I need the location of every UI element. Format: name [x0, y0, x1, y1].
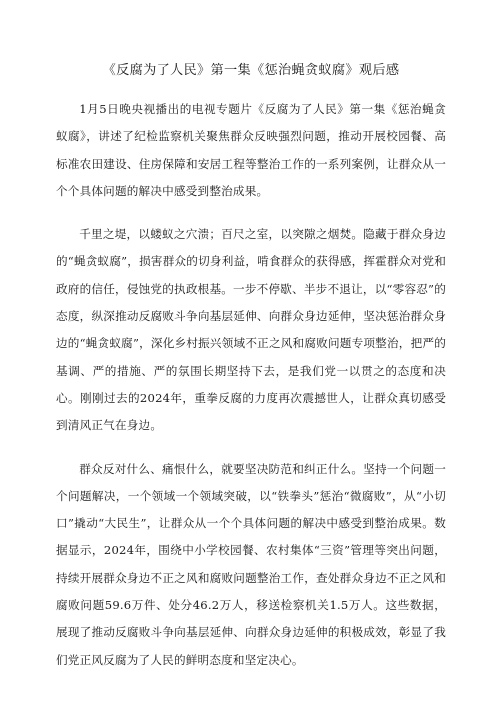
paragraph-2: 千里之堤，以蝼蚁之穴溃；百尺之室，以突隙之烟焚。隐藏于群众身边的“蝇贪蚁腐”，损害群众的切身利益，啃食群众的获得感，挥霍群众对党和政府的信任，侵蚀党的执政根基。一步不停歇、半步不退让，以“零容忍”的态度，纵深推动反腐败斗争向基层延伸、向群众身边延伸，坚决惩治群众身边的“蝇贪蚁腐”，深化乡村振兴领域不正之风和腐败问题专项整治，把严的基调、严的措施、严的氛围长期坚持下去，是我们党一以贯之的态度和决心。刚刚过去的2024年，重拳反腐的力度再次震撼世人，让群众真切感受到清风正气在身边。 — [56, 227, 446, 433]
paragraph-1: 1月5日晚央视播出的电视专题片《反腐为了人民》第一集《惩治蝇贪蚁腐》，讲述了纪检监察机关聚焦群众反映强烈问题，推动开展校园餐、高标准农田建设、住房保障和安居工程等整治工作的一系列案例，让群众从一个个具体问题的解决中感受到整治成果。 — [56, 102, 446, 198]
paragraph-3: 群众反对什么、痛恨什么，就要坚决防范和纠正什么。坚持一个问题一个问题解决，一个领域一个领域突破，以“铁拳头”惩治“微腐败”，从“小切口”撬动“大民生”，让群众从一个个具体问题的解决中感受到整治成果。数据显示，2024年，围绕中小学校园餐、农村集体“三资”管理等突出问题，持续开展群众身边不正之风和腐败问题整治工作，查处群众身边不正之风和腐败问题59.6万件、处分46.2万人，移送检察机关1.5万人。这些数据，展现了推动反腐败斗争向基层延伸、向群众身边延伸的积极成效，彰显了我们党正风反腐为了人民的鲜明态度和坚定决心。 — [56, 461, 446, 667]
document-title: 《反腐为了人民》第一集《惩治蝇贪蚁腐》观后感 — [102, 63, 400, 78]
